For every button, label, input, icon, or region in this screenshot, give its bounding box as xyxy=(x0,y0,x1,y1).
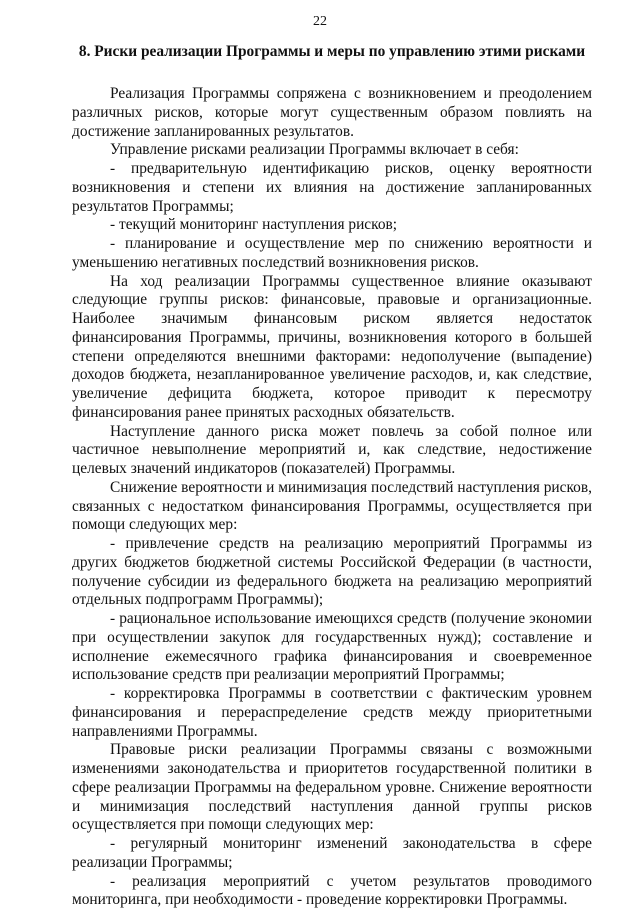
paragraph: На ход реализации Программы существенное влияние оказывают следующие группы рисков: финансовые, правовые и организационные. Наиболее значимым финансовым риском является недостаток финансирования Программы, причины, возникновения которого в большей степени определяются внешними факторами: недополучение (выпадение) доходов бюджета, незапланированное увеличение расходов, и, как следствие, увеличение дефицита бюджета, которое приводит к пересмотру финансирования ранее принятых расходных обязательств. xyxy=(72,273,592,423)
paragraph: Управление рисками реализации Программы включает в себя: xyxy=(72,141,592,160)
list-item: - текущий мониторинг наступления рисков; xyxy=(72,216,592,235)
section-heading: 8. Риски реализации Программы и меры по управлению этими рисками xyxy=(72,43,592,61)
list-item: - привлечение средств на реализацию мероприятий Программы из других бюджетов бюджетной системы Российской Федерации (в частности, получение субсидии из федерального бюджета на реализацию мероприятий отдельных подпрограмм Программы); xyxy=(72,535,592,610)
list-item: - регулярный мониторинг изменений законодательства в сфере реализации Программы; xyxy=(72,835,592,873)
list-item: - планирование и осуществление мер по снижению вероятности и уменьшению негативных последствий возникновения рисков. xyxy=(72,235,592,273)
paragraph: Снижение вероятности и минимизация последствий наступления рисков, связанных с недостатком финансирования Программы, осуществляется при помощи следующих мер: xyxy=(72,479,592,535)
body-text xyxy=(72,85,592,910)
list-item: - реализация мероприятий с учетом результатов проводимого мониторинга, при необходимости - проведение корректировки Программы. xyxy=(72,873,592,910)
list-item: - корректировка Программы в соответствии с фактическим уровнем финансирования и перераспределение средств между приоритетными направлениями Программы. xyxy=(72,685,592,741)
paragraph: Реализация Программы сопряжена с возникновением и преодолением различных рисков, которые могут существенным образом повлиять на достижение запланированных результатов. xyxy=(72,85,592,141)
list-item: - рациональное использование имеющихся средств (получение экономии при осуществлении закупок для государственных нужд); составление и исполнение ежемесячного графика финансирования и своевременное использование средств при реализации мероприятий Программы; xyxy=(72,610,592,685)
paragraph: Правовые риски реализации Программы связаны с возможными изменениями законодательства и приоритетов государственной политики в сфере реализации Программы на федеральном уровне. Снижение вероятности и минимизация последствий наступления данной группы рисков осуществляется при помощи следующих мер: xyxy=(72,741,592,835)
page-number: 22 xyxy=(0,14,640,30)
list-item: - предварительную идентификацию рисков, оценку вероятности возникновения и степени их влияния на достижение запланированных результатов Программы; xyxy=(72,160,592,216)
paragraph: Наступление данного риска может повлечь за собой полное или частичное невыполнение мероприятий и, как следствие, недостижение целевых значений индикаторов (показателей) Программы. xyxy=(72,423,592,479)
